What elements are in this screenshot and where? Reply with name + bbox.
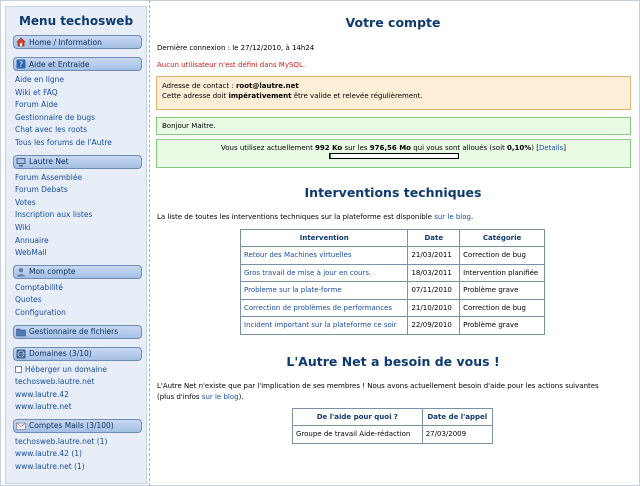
sidebar-link[interactable] (15, 209, 146, 222)
sidebar-link-label: Wiki et FAQ (15, 87, 58, 97)
sidebar-section-label: Domaines (3/10) (29, 349, 92, 358)
sidebar-link-label: Forum Assemblée (15, 172, 83, 182)
page-title: Votre compte (345, 15, 441, 30)
sidebar-gap (6, 260, 146, 265)
table-cell: 18/03/2011 (408, 264, 460, 282)
table-cell: 21/10/2010 (408, 299, 460, 317)
interventions-table-body (241, 247, 545, 335)
quota-progress-bar (329, 153, 459, 159)
svg-text:?: ? (18, 60, 24, 69)
sidebar-link[interactable] (15, 172, 146, 185)
sidebar-link-label: Aide en ligne (15, 75, 65, 84)
contact-line (162, 81, 625, 91)
table-row (241, 282, 545, 300)
sidebar-section-comptes-mails-3-100[interactable] (13, 419, 142, 433)
sidebar-link[interactable] (15, 99, 146, 112)
quota-percent: 0,10% (507, 144, 532, 152)
sidebar-link-label: techosweb.lautre.net (1) (15, 436, 108, 446)
interventions-intro-a: La liste de toutes les interventions techniques sur la plateforme est disponible (157, 213, 435, 221)
help-title: L'Autre Net a besoin de vous ! (286, 354, 500, 369)
help-intro (157, 381, 599, 402)
table-row-link[interactable]: Correction de problèmes de performances (244, 303, 393, 312)
contact-note-c: être valide et relevée régulièrement. (291, 92, 423, 100)
table-cell: Correction de bug (460, 247, 545, 265)
sidebar-link[interactable] (15, 124, 146, 137)
user-icon (16, 267, 26, 277)
sidebar (5, 6, 147, 484)
contact-note-a: Cette adresse doit (162, 92, 229, 100)
help-blog-link[interactable]: sur le blog (201, 392, 239, 401)
table-cell (241, 247, 408, 265)
table-cell (241, 299, 408, 317)
help-intro-b: ). (238, 392, 244, 401)
sidebar-link[interactable] (15, 389, 146, 402)
sidebar-section-label: Home / Information (29, 37, 102, 47)
greeting-text: Bonjour Maitre. (162, 122, 216, 130)
table-cell: Problème grave (460, 282, 545, 300)
table-row-link[interactable]: Gros travail de mise à jour en cours. (244, 268, 372, 277)
quota-box (156, 139, 631, 168)
help-intro-line1: L'Autre Net n'existe que par l'implication de ses membres ! Nous avons actuellement besoin d'aide pour les actions suivantes (157, 382, 599, 390)
table-header-cell: Date de l'appel (422, 409, 492, 426)
main-content (152, 0, 634, 486)
globe-icon (16, 349, 26, 359)
contact-box (156, 76, 631, 110)
sidebar-gap (6, 150, 146, 155)
help-intro-a: (plus d'infos (157, 392, 202, 401)
quota-details-link[interactable]: Details (538, 144, 564, 152)
sidebar-section-mon-compte[interactable] (13, 265, 142, 279)
sidebar-section-gestionnaire-de-fichiers[interactable] (13, 325, 142, 339)
interventions-intro (157, 213, 473, 221)
help-intro-line2 (157, 392, 599, 403)
mail-icon (16, 421, 26, 431)
sidebar-section-aide-et-entraide[interactable] (13, 57, 142, 71)
help-icon (16, 59, 26, 69)
sidebar-link-label: www.lautre.42 (1) (15, 449, 82, 459)
sidebar-section-label: Comptes Mails (3/100) (29, 421, 114, 431)
sidebar-link[interactable] (15, 222, 146, 235)
sidebar-link[interactable] (15, 448, 146, 461)
sidebar-link[interactable] (15, 401, 146, 414)
sidebar-link[interactable] (15, 197, 146, 210)
interventions-table (240, 229, 545, 335)
quota-total: 976,56 Mo (369, 144, 411, 152)
sidebar-links (15, 172, 146, 260)
sidebar-link[interactable] (15, 235, 146, 248)
table-header-cell: Intervention (241, 230, 408, 247)
quota-text-d: ) [ (531, 144, 539, 152)
table-header-cell: De l'aide pour quoi ? (293, 409, 423, 426)
quota-text-b: sur les (342, 144, 370, 152)
sidebar-link[interactable] (15, 294, 146, 307)
contact-label: Adresse de contact : (162, 82, 236, 90)
sidebar-links (15, 436, 146, 474)
table-cell (241, 264, 408, 282)
table-row (241, 299, 545, 317)
table-cell: 27/03/2009 (422, 426, 492, 444)
quota-text (162, 144, 625, 152)
table-row-link[interactable]: Probleme sur la plate-forme (244, 286, 342, 295)
help-header-row (293, 409, 493, 426)
sidebar-link-label: Inscription aux listes (15, 210, 93, 220)
table-row (241, 247, 545, 265)
table-header-cell: Catégorie (460, 230, 545, 247)
table-header-cell: Date (408, 230, 460, 247)
sidebar-link[interactable] (15, 247, 146, 260)
sidebar-link-label: www.lautre.net (15, 402, 72, 412)
sidebar-link-label: Comptabilité (15, 282, 63, 292)
home-icon (16, 37, 26, 47)
sidebar-link-label: Annuaire (15, 235, 49, 245)
interventions-intro-b: . (470, 213, 474, 221)
sidebar-section-domaines-3-10[interactable] (13, 347, 142, 361)
table-row (241, 264, 545, 282)
table-cell: 22/09/2010 (408, 317, 460, 335)
table-cell: Intervention planifiée (460, 264, 545, 282)
sidebar-link[interactable] (15, 184, 146, 197)
table-row-link[interactable]: Incident important sur la plateforme ce soir (244, 321, 397, 330)
sidebar-link[interactable] (15, 137, 146, 150)
sidebar-link[interactable] (15, 74, 146, 87)
sidebar-gap (6, 342, 146, 347)
sidebar-link[interactable] (15, 461, 146, 474)
sidebar-link-label: Quotes (15, 295, 42, 305)
table-row (293, 426, 493, 444)
sidebar-link-label: Wiki (15, 222, 31, 232)
sidebar-link-label: techosweb.lautre.net (15, 377, 95, 387)
sidebar-section-label: Gestionnaire de fichiers (29, 327, 119, 336)
quota-used: 992 Ko (315, 144, 343, 152)
network-icon (16, 157, 26, 167)
contact-note-b: impérativement (228, 92, 292, 100)
folder-icon (16, 327, 26, 337)
mysql-warning: Aucun utilisateur n'est défini dans MySQL. (157, 61, 306, 69)
sidebar-link[interactable] (15, 436, 146, 449)
sidebar-link-label: Votes (15, 197, 36, 207)
sidebar-link[interactable] (15, 282, 146, 295)
table-cell: Problème grave (460, 317, 545, 335)
table-cell (241, 317, 408, 335)
sidebar-links (15, 74, 146, 150)
sidebar-link[interactable] (15, 376, 146, 389)
quota-text-e: ] (563, 144, 566, 152)
greeting-box (156, 117, 631, 135)
sidebar-link-label: Forum Aide (15, 100, 58, 110)
sidebar-section-label: Lautre Net (29, 157, 69, 167)
help-table (292, 408, 493, 444)
sidebar-link-label: Héberger un domaine (25, 364, 108, 374)
sidebar-section-home-information[interactable] (13, 35, 142, 49)
sidebar-section-label: Aide et Entraide (29, 59, 90, 69)
sidebar-link[interactable] (15, 364, 146, 377)
sidebar-sections (6, 35, 146, 479)
sidebar-link-label: WebMail (15, 248, 47, 258)
sidebar-title: Menu techosweb (18, 14, 134, 28)
sidebar-links (15, 282, 146, 320)
sidebar-link[interactable] (15, 112, 146, 125)
sidebar-link-label: www.lautre.net (1) (15, 462, 85, 472)
sidebar-link[interactable] (15, 307, 146, 320)
sidebar-gap (6, 474, 146, 479)
sidebar-link-label: Chat avec les roots (15, 125, 88, 135)
interventions-header-row (241, 230, 545, 247)
interventions-title: Interventions techniques (304, 185, 482, 200)
table-cell: Groupe de travail Aide-rédaction (293, 426, 423, 444)
sidebar-link-label: www.lautre.42 (15, 389, 69, 399)
add-domain-icon (15, 366, 22, 373)
contact-email: root@lautre.net (235, 82, 299, 90)
contact-note (162, 91, 625, 101)
quota-text-c: qui vous sont alloués (soit (411, 144, 507, 152)
table-cell (241, 282, 408, 300)
sidebar-link[interactable] (15, 87, 146, 100)
table-row-link[interactable]: Retour des Machines virtuelles (244, 251, 352, 260)
table-cell: 21/03/2011 (408, 247, 460, 265)
table-row (241, 317, 545, 335)
sidebar-link-label: Forum Debats (15, 185, 68, 195)
sidebar-gap (6, 320, 146, 325)
sidebar-section-lautre-net[interactable] (13, 155, 142, 169)
sidebar-link-label: Tous les forums de l'Autre (15, 137, 112, 147)
interventions-blog-link[interactable]: sur le blog (434, 213, 471, 221)
last-login-text: Dernière connexion : le 27/12/2010, à 14h24 (157, 44, 315, 52)
help-table-body (293, 426, 493, 444)
sidebar-links (15, 364, 146, 414)
table-cell: Correction de bug (460, 299, 545, 317)
sidebar-section-label: Mon compte (29, 267, 76, 277)
table-cell: 07/11/2010 (408, 282, 460, 300)
vertical-divider (149, 0, 150, 486)
quota-text-a: Vous utilisez actuellement (220, 144, 316, 152)
sidebar-link-label: Gestionnaire de bugs (15, 112, 95, 122)
sidebar-link-label: Configuration (15, 307, 66, 317)
